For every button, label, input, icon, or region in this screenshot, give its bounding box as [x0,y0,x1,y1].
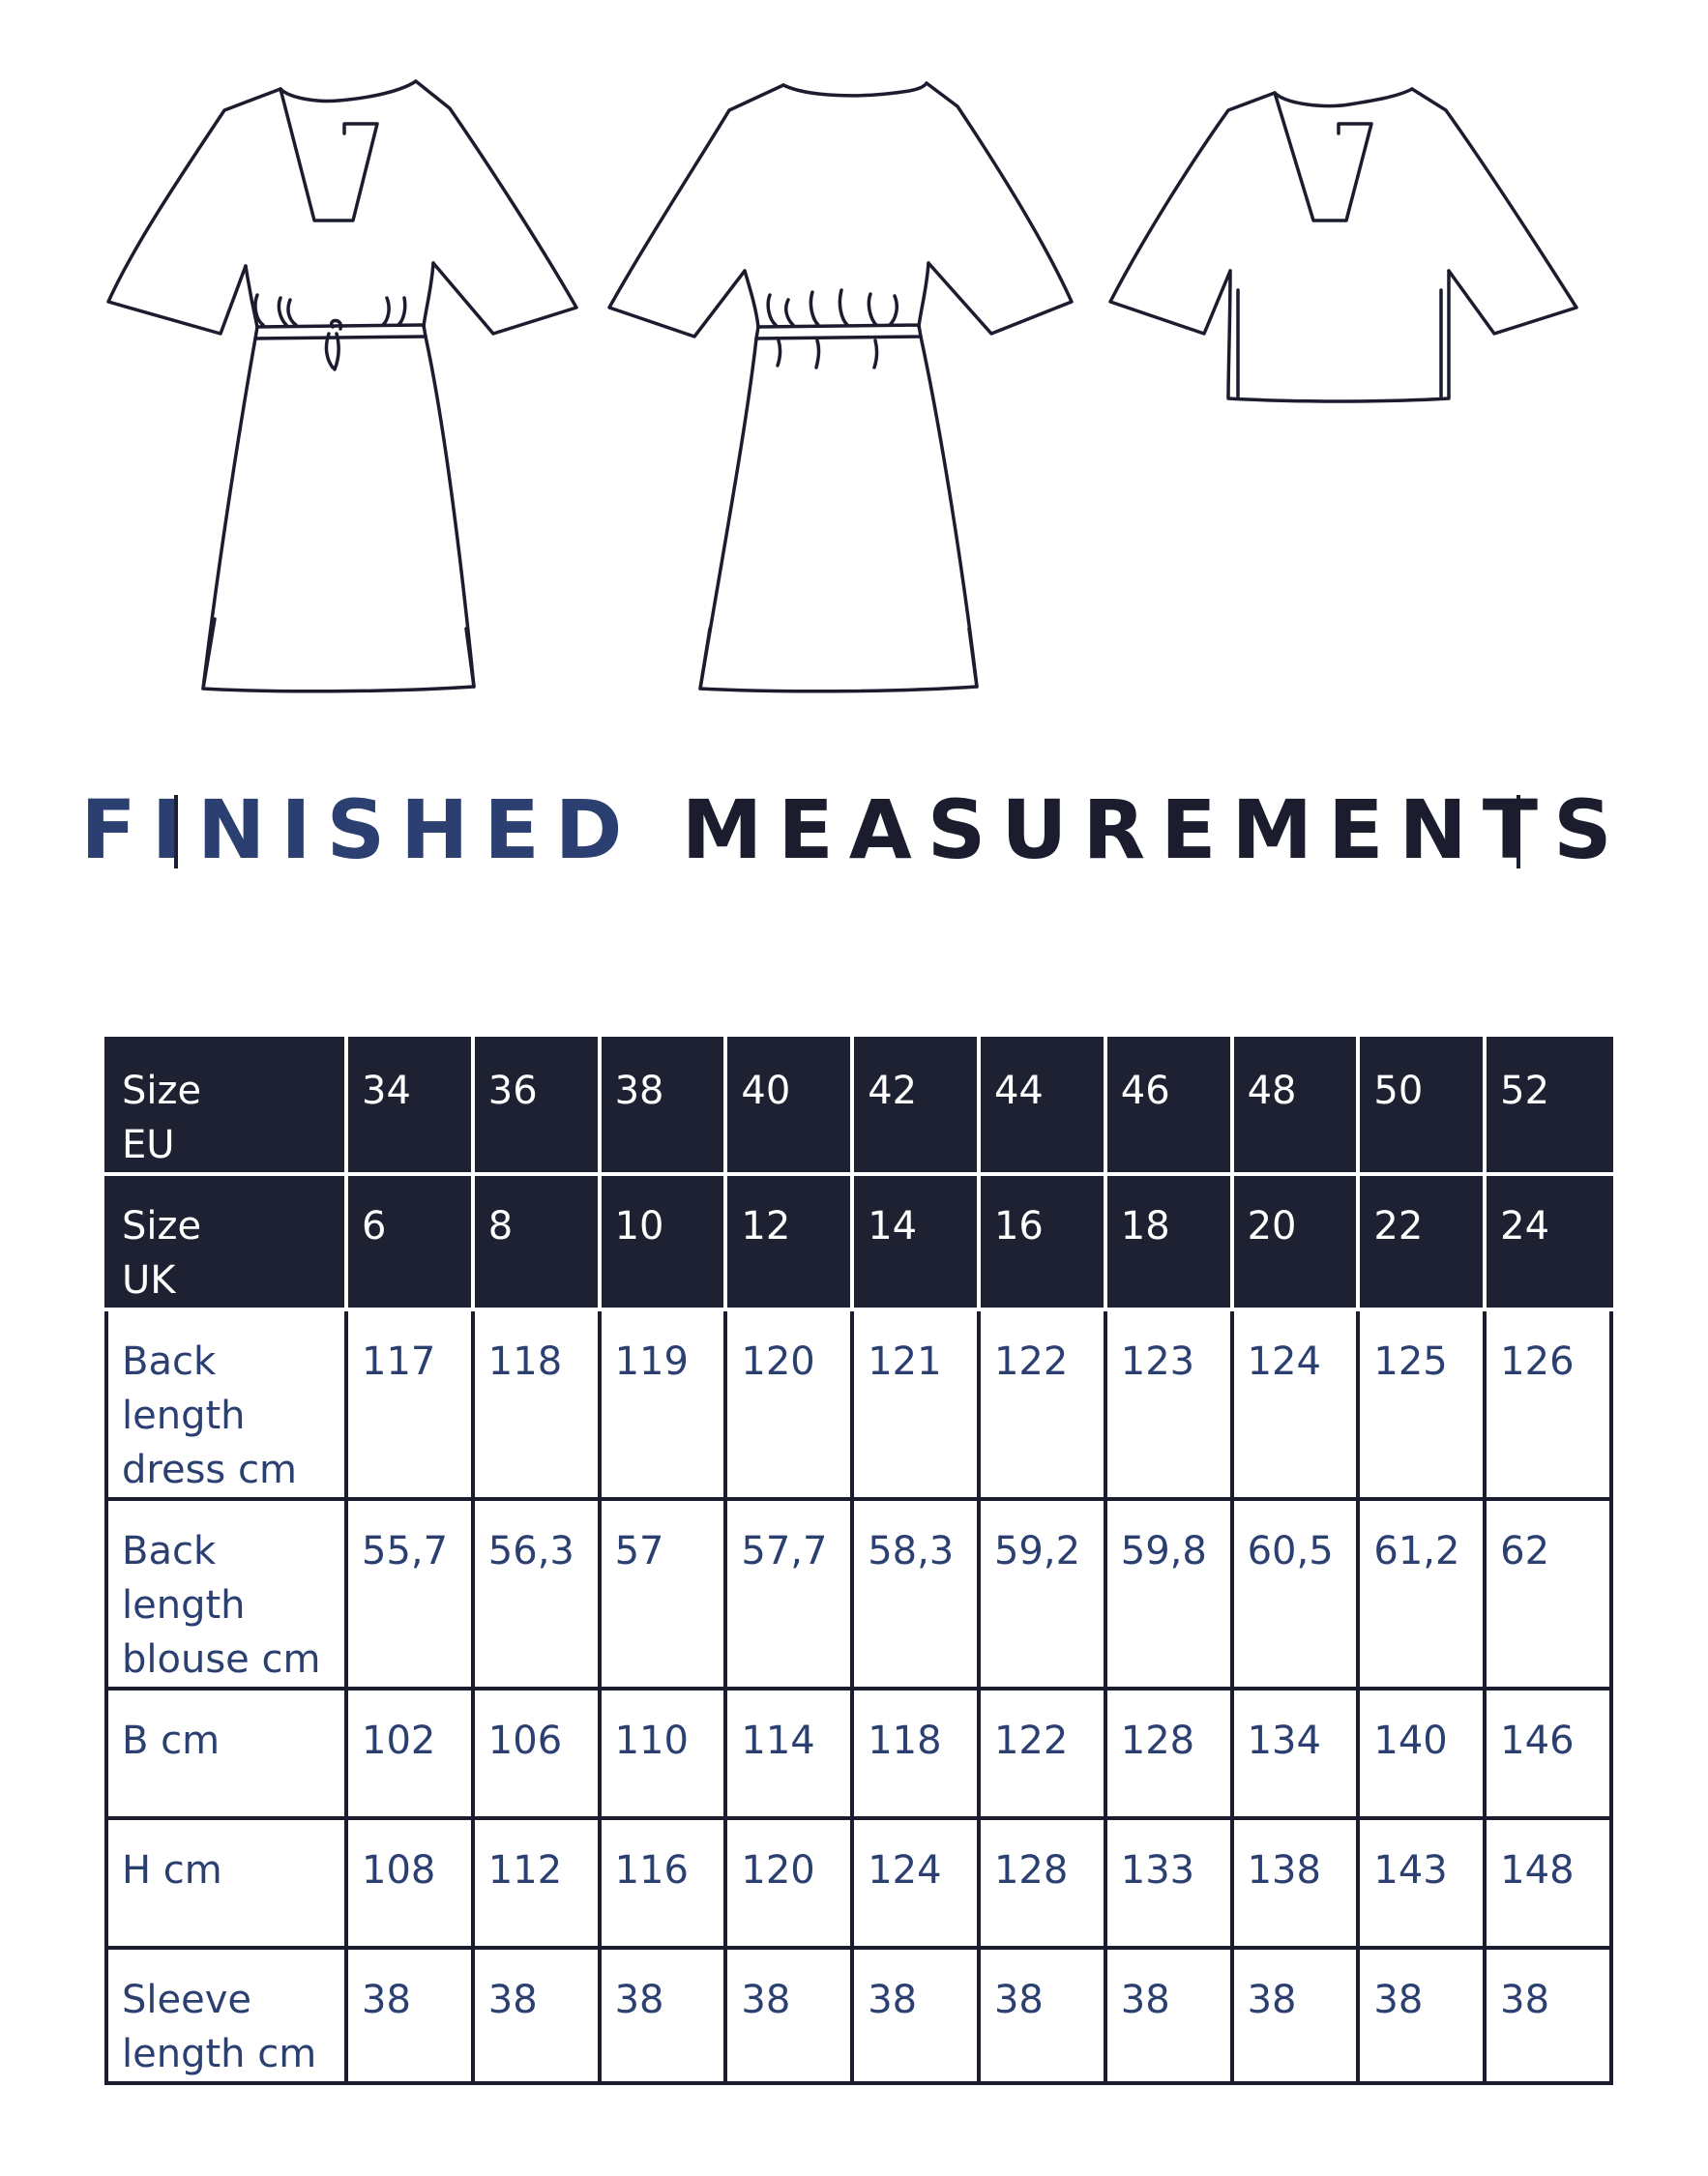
table-cell: 6 [346,1174,473,1309]
table-cell: 118 [473,1309,600,1499]
table-cell: 121 [852,1309,979,1499]
table-cell: 57 [600,1499,726,1689]
title-measurements: MEASUREMENTS [681,782,1628,877]
table-cell: 117 [346,1309,473,1499]
table-cell: 110 [600,1689,726,1818]
table-cell: 36 [473,1039,600,1174]
table-cell: 38 [852,1948,979,2083]
row-label: Back length blouse cm [106,1499,346,1689]
dress-front-icon [108,81,576,691]
page-title [0,781,1708,878]
table-cell: 112 [473,1818,600,1948]
title-finished: FINISHED [80,782,638,877]
table-cell: 122 [979,1689,1105,1818]
table-cell: 48 [1232,1039,1359,1174]
table-cell: 120 [725,1309,852,1499]
table-cell: 14 [852,1174,979,1309]
table-cell: 38 [473,1948,600,2083]
row-label: Size EU [106,1039,346,1174]
table-cell: 125 [1358,1309,1485,1499]
table-cell: 122 [979,1309,1105,1499]
table-cell: 58,3 [852,1499,979,1689]
table-row [106,1499,1611,1689]
table-cell: 148 [1485,1818,1611,1948]
table-cell: 34 [346,1039,473,1174]
table-cell: 52 [1485,1039,1611,1174]
table-cell: 133 [1105,1818,1232,1948]
table-cell: 38 [1485,1948,1611,2083]
dress-back-icon [609,83,1072,691]
table-cell: 124 [1232,1309,1359,1499]
table-cell: 126 [1485,1309,1611,1499]
table-cell: 106 [473,1689,600,1818]
table-cell: 18 [1105,1174,1232,1309]
table-cell: 12 [725,1174,852,1309]
row-label: B cm [106,1689,346,1818]
table-cell: 56,3 [473,1499,600,1689]
garment-illustrations [0,0,1708,735]
table-cell: 102 [346,1689,473,1818]
table-cell: 46 [1105,1039,1232,1174]
table-row [106,1689,1611,1818]
table-cell: 118 [852,1689,979,1818]
row-label: Back length dress cm [106,1309,346,1499]
table-cell: 8 [473,1174,600,1309]
table-cell: 40 [725,1039,852,1174]
table-cell: 140 [1358,1689,1485,1818]
table-header-row [106,1174,1611,1309]
table-cell: 50 [1358,1039,1485,1174]
table-cell: 59,2 [979,1499,1105,1689]
table-cell: 120 [725,1818,852,1948]
table-cell: 10 [600,1174,726,1309]
table-cell: 22 [1358,1174,1485,1309]
row-label: Size UK [106,1174,346,1309]
table-header-row [106,1039,1611,1174]
table-cell: 143 [1358,1818,1485,1948]
row-label: H cm [106,1818,346,1948]
table-row [106,1818,1611,1948]
table-cell: 38 [1358,1948,1485,2083]
table-cell: 38 [346,1948,473,2083]
table-cell: 24 [1485,1174,1611,1309]
table-cell: 114 [725,1689,852,1818]
table-cell: 124 [852,1818,979,1948]
table-cell: 57,7 [725,1499,852,1689]
table-cell: 16 [979,1174,1105,1309]
table-row [106,1948,1611,2083]
table-row [106,1309,1611,1499]
table-cell: 123 [1105,1309,1232,1499]
table-cell: 38 [1232,1948,1359,2083]
table-cell: 146 [1485,1689,1611,1818]
table-cell: 119 [600,1309,726,1499]
table-cell: 60,5 [1232,1499,1359,1689]
table-cell: 42 [852,1039,979,1174]
table-cell: 38 [600,1039,726,1174]
table-cell: 62 [1485,1499,1611,1689]
table-cell: 20 [1232,1174,1359,1309]
measurements-table [104,1037,1613,2085]
table-cell: 116 [600,1818,726,1948]
table-cell: 44 [979,1039,1105,1174]
row-label: Sleeve length cm [106,1948,346,2083]
table-cell: 38 [979,1948,1105,2083]
table-cell: 55,7 [346,1499,473,1689]
table-cell: 128 [979,1818,1105,1948]
table-cell: 134 [1232,1689,1359,1818]
blouse-front-icon [1110,89,1576,401]
table-cell: 128 [1105,1689,1232,1818]
table-cell: 138 [1232,1818,1359,1948]
table-cell: 108 [346,1818,473,1948]
table-cell: 38 [1105,1948,1232,2083]
table-cell: 61,2 [1358,1499,1485,1689]
table-cell: 59,8 [1105,1499,1232,1689]
table-cell: 38 [600,1948,726,2083]
table-cell: 38 [725,1948,852,2083]
